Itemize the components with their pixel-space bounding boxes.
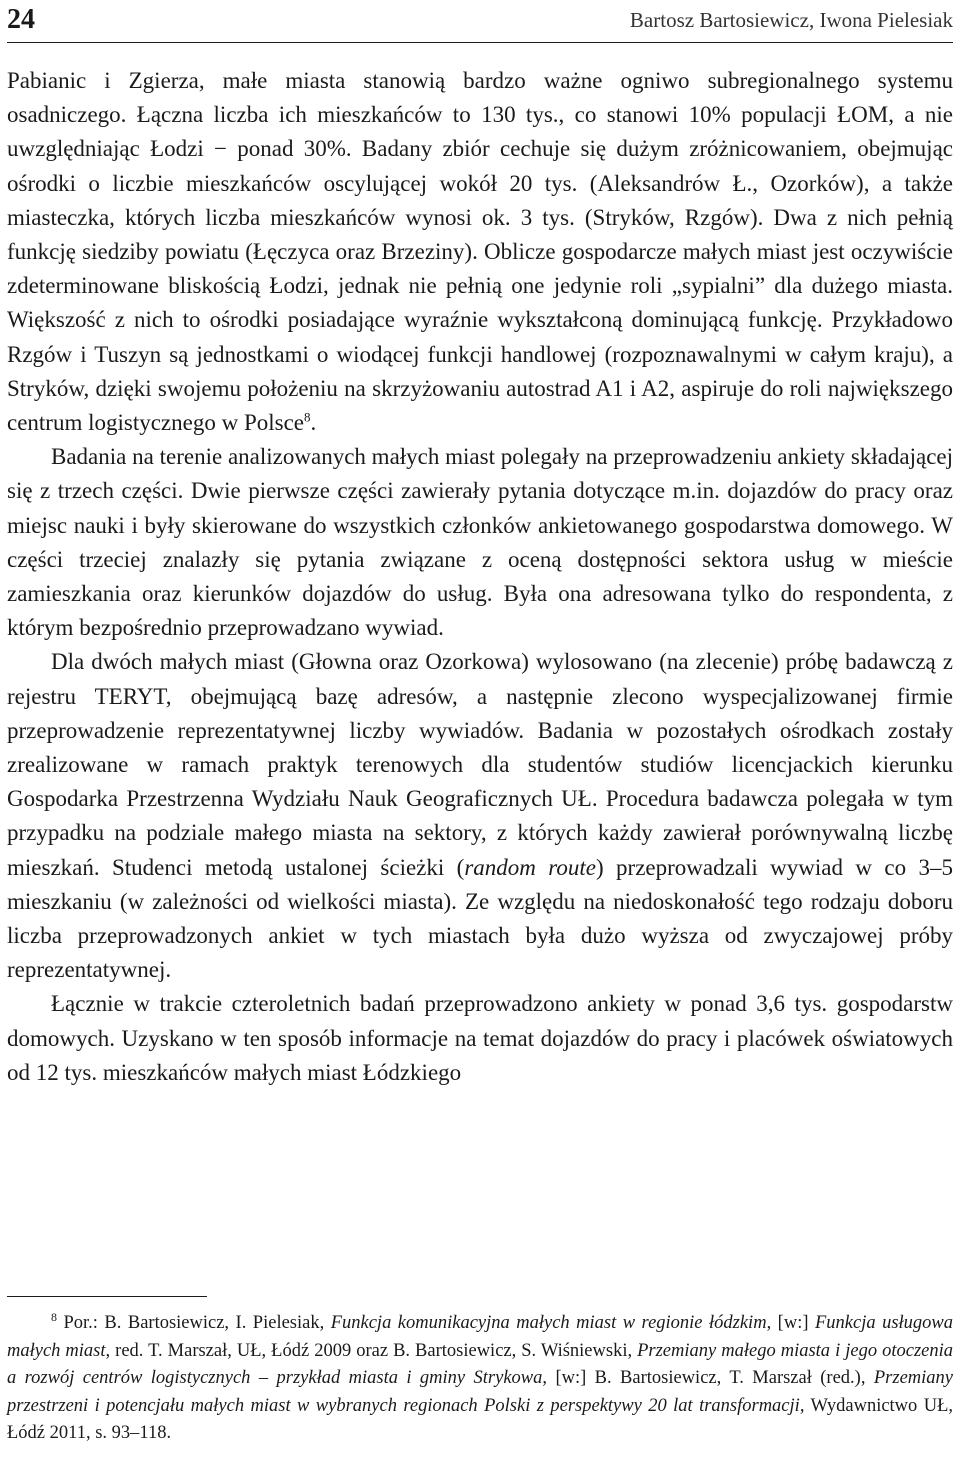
footnote-8: $^8$ Por.: B. Bartosiewicz, I. Pielesiak, Funkcja komunikacyjna małych miast w regionie łódzkim, [w:] Funkcja usługowa małych miast, red. T. Marszał, UŁ, Łódź 2009 oraz B. Bartosiewicz, S. Wiśniewski, Przemiany małego miasta i jego otoczenia a rozwój centrów logistycznych – przykład miasta i gminy Strykowa, [w:] B. Bartosiewicz, T. Marszał (red.), Przemiany przestrzeni i potencjału małych miast w wybranych regionach Polski z perspektywy 20 lat transformacji, Wydawnictwo UŁ, Łódź 2011, s. 93–118.: [7, 1309, 954, 1444]
page-header: [7, 2, 953, 38]
footnote-rule: [7, 1296, 207, 1297]
paragraph-2: Badania na terenie analizowanych małych miast polegały na przeprowadzeniu ankiety składającej się z trzech części. Dwie pierwsze części zawierały pytania dotyczące m.in. dojazdów do pracy oraz miejsc nauki i były skierowane do wszystkich członków ankietowanego gospodarstwa domowego. W części trzeciej znalazły się pytania związane z oceną dostępności sektora usług w mieście zamieszkania oraz kierunków dojazdów do usług. Była ona adresowana tylko do respondenta, z którym bezpośrednio przeprowadzano wywiad.: [7, 444, 953, 641]
body-text: [7, 64, 953, 1090]
paragraph-4: Łącznie w trakcie czteroletnich badań przeprowadzono ankiety w ponad 3,6 tys. gospodarstw domowych. Uzyskano w ten sposób informacje na temat dojazdów do pracy i placówek oświatowych od 12 tys. mieszkańców małych miast Łódzkiego: [7, 991, 953, 1085]
footnote-reference-8[interactable]: 8: [304, 409, 311, 425]
footnote-number: 8: [51, 1309, 57, 1324]
header-rule: [7, 42, 953, 43]
paragraph-3: Dla dwóch małych miast (Głowna oraz Ozorkowa) wylosowano (na zlecenie) próbę badawczą z rejestru TERYT, obejmującą bazę adresów, a następnie zlecono wyspecjalizowanej firmie przeprowadzenie reprezentatywnej liczby wywiadów. Badania w pozostałych ośrodkach zostały zrealizowane w ramach praktyk terenowych dla studentów studiów licencjackich kierunku Gospodarka Przestrzenna Wydziału Nauk Geograficznych UŁ. Procedura badawcza polegała w tym przypadku na podziale małego miasta na sektory, z których każdy zawierał porównywalną liczbę mieszkań. Studenci metodą ustalonej ścieżki (random route) przeprowadzali wywiad w co 3–5 mieszkaniu (w zależności od wielkości miasta). Ze względu na niedoskonałość tego rodzaju doboru liczba przeprowadzonych ankiet w tych miastach była dużo wyższa od zwyczajowej próby reprezentatywnej.: [7, 649, 953, 983]
paragraph-1: Pabianic i Zgierza, małe miasta stanowią bardzo ważne ogniwo subregionalnego systemu osadniczego. Łączna liczba ich mieszkańców to 130 tys., co stanowi 10% populacji ŁOM, a nie uwzględniając Łodzi − ponad 30%. Badany zbiór cechuje się dużym zróżnicowaniem, obejmując ośrodki o liczbie mieszkańców oscylującej wokół 20 tys. (Aleksandrów Ł., Ozorków), a także miasteczka, których liczba mieszkańców wynosi ok. 3 tys. (Stryków, Rzgów). Dwa z nich pełnią funkcję siedziby powiatu (Łęczyca oraz Brzeziny). Oblicze gospodarcze małych miast jest oczywiście zdeterminowane bliskością Łodzi, jednak nie pełnią one jedynie roli „sypialni” dla dużego miasta. Większość z nich to ośrodki posiadające wyraźnie wykształconą dominującą funkcję. Przykładowo Rzgów i Tuszyn są jednostkami o wiodącej funkcji handlowej (rozpoznawalnymi w całym kraju), a Stryków, dzięki swojemu położeniu na skrzyżowaniu autostrad A1 i A2, aspiruje do roli największego centrum logistycznego w Polsce$^8$.: [7, 68, 953, 436]
page-number: 24: [7, 4, 35, 35]
italic-term: random route: [464, 854, 596, 880]
running-head-authors: Bartosz Bartosiewicz, Iwona Pielesiak: [629, 8, 953, 32]
